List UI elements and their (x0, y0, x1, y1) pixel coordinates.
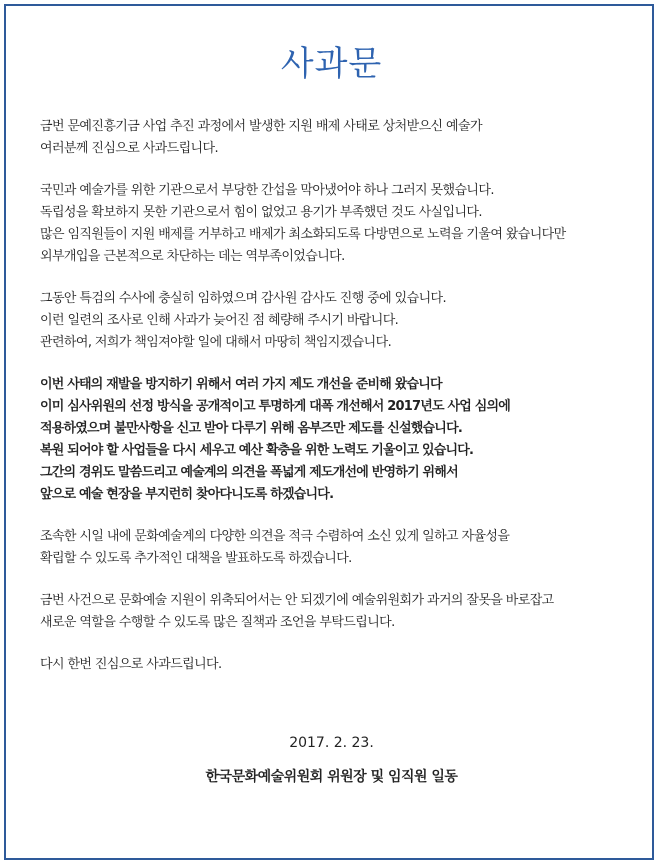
document-date: 2017. 2. 23. (289, 735, 374, 751)
paragraph-line: 복원 되어야 할 사업들을 다시 세우고 예산 확충을 위한 노력도 기울이고 있습니다. (40, 443, 474, 458)
signature-line: 한국문화예술위원회 위원장 및 임직원 일동 (205, 769, 458, 785)
paragraph-line: 조속한 시일 내에 문화예술계의 다양한 의견을 적극 수렴하여 소신 있게 일하고 자율성을 (40, 529, 510, 544)
paragraph (40, 288, 640, 354)
letter-body (40, 116, 640, 696)
paragraph-line: 독립성을 확보하지 못한 기관으로서 힘이 없었고 용기가 부족했던 것도 사실입니다. (40, 205, 482, 220)
paragraph (40, 116, 640, 160)
paragraph-line: 국민과 예술가를 위한 기관으로서 부당한 간섭을 막아냈어야 하나 그러지 못했습니다. (40, 183, 494, 198)
paragraph-line: 이미 심사위원의 선정 방식을 공개적이고 투명하게 대폭 개선해서 2017년도 사업 심의에 (40, 399, 511, 414)
paragraph-line: 그동안 특검의 수사에 충실히 임하였으며 감사원 감사도 진행 중에 있습니다. (40, 291, 447, 306)
paragraph-line: 여러분께 진심으로 사과드립니다. (40, 141, 219, 156)
paragraph-line: 금번 문예진흥기금 사업 추진 과정에서 발생한 지원 배제 사태로 상처받으신 예술가 (40, 119, 482, 134)
paragraph (40, 374, 640, 506)
paragraph-line: 외부개입을 근본적으로 차단하는 데는 역부족이었습니다. (40, 249, 345, 264)
paragraph-line: 금번 사건으로 문화예술 지원이 위축되어서는 안 되겠기에 예술위원회가 과거의 잘못을 바로잡고 (40, 593, 554, 608)
paragraph-line: 앞으로 예술 현장을 부지런히 찾아다니도록 하겠습니다. (40, 487, 334, 502)
paragraph-line: 적용하였으며 불만사항을 신고 받아 다루기 위해 옴부즈만 제도를 신설했습니다. (40, 421, 462, 436)
paragraph-line: 확립할 수 있도록 추가적인 대책을 발표하도록 하겠습니다. (40, 551, 352, 566)
paragraph-line: 이번 사태의 재발을 방지하기 위해서 여러 가지 제도 개선을 준비해 왔습니다 (40, 377, 442, 392)
paragraph (40, 180, 640, 268)
paragraph-line: 그간의 경위도 말씀드리고 예술계의 의견을 폭넓게 제도개선에 반영하기 위해서 (40, 465, 458, 480)
paragraph-line: 다시 한번 진심으로 사과드립니다. (40, 657, 222, 672)
paragraph (40, 654, 640, 676)
paragraph-line: 많은 임직원들이 지원 배제를 거부하고 배제가 최소화되도록 다방면으로 노력을 기울여 왔습니다만 (40, 227, 566, 242)
paragraph-line: 새로운 역할을 수행할 수 있도록 많은 질책과 조언을 부탁드립니다. (40, 615, 395, 630)
paragraph-line: 관련하여, 저희가 책임져야할 일에 대해서 마땅히 책임지겠습니다. (40, 335, 392, 350)
paragraph-line: 이런 일련의 조사로 인해 사과가 늦어진 점 혜량해 주시기 바랍니다. (40, 313, 399, 328)
paragraph (40, 526, 640, 570)
page-title: 사과문 (280, 44, 383, 84)
paragraph (40, 590, 640, 634)
